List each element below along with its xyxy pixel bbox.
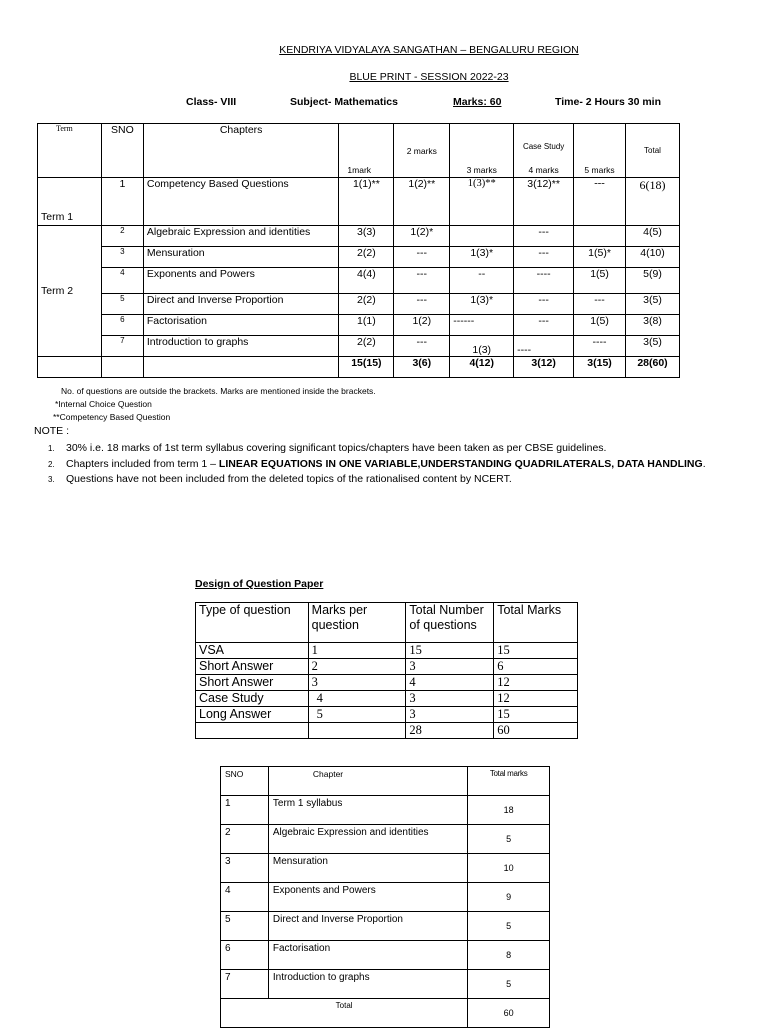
sno-cell: 4 [221,883,269,912]
marks-label: Marks: 60 [453,96,502,108]
m3-cell: -- [450,268,514,294]
m5-cell: 1(5) [574,315,626,336]
sno-cell: 3 [221,854,269,883]
m2-cell: 1(2)* [394,226,450,247]
marks-cell: 2 [308,659,406,675]
m2-cell: 1(2)** [394,178,450,226]
marks-cell: 5 [308,707,406,723]
table-row [221,970,550,999]
m5-cell: 1(5) [574,268,626,294]
m3-cell: 1(3)** [450,178,514,226]
total-row [221,999,550,1028]
m3-cell: ------ [450,315,514,336]
total-cell: 4(5) [626,226,680,247]
m3-cell [450,226,514,247]
type-cell: Short Answer [196,659,309,675]
case-study-header [514,124,574,178]
table-row [196,691,578,707]
chapter-cell: Factorisation [143,315,339,336]
chapter-cell: Exponents and Powers [143,268,339,294]
marks-cell: 8 [468,941,550,970]
sno-cell: 1 [221,796,269,825]
note-number: 3. [48,475,55,484]
chapter-cell: Algebraic Expression and identities [268,825,467,854]
chapter-cell: Direct and Inverse Proportion [143,294,339,315]
total-cell: 6 [494,659,578,675]
m1-cell: 3(3) [339,226,394,247]
marks-cell: 5 [468,825,550,854]
m2-total: 3(6) [394,357,450,378]
table-row [196,659,578,675]
total-cell: 6(18) [626,178,680,226]
sno-cell: 3 [101,247,143,268]
case-study-marks: 4 marks [528,165,559,175]
note-end: . [702,458,706,470]
chapter-cell: Term 1 syllabus [268,796,467,825]
total-cell: 3(5) [626,336,680,357]
type-cell: Case Study [196,691,309,707]
marks-cell: 9 [468,883,550,912]
chapter-cell: Exponents and Powers [268,883,467,912]
m2-cell: 1(2) [394,315,450,336]
blueprint-table [37,123,680,378]
chapter-cell: Algebraic Expression and identities [143,226,339,247]
table-row [38,315,680,336]
term2-cell: Term 2 [38,226,102,357]
table-row [38,226,680,247]
marks-cell: 4 [308,691,406,707]
note-number: 2. [48,460,55,469]
cs-total: 3(12) [514,357,574,378]
sno-cell: 2 [101,226,143,247]
table-row [38,178,680,226]
table-row [196,675,578,691]
m5-total: 3(15) [574,357,626,378]
table-row [221,796,550,825]
chapter-cell: Mensuration [268,854,467,883]
type-cell [196,723,309,739]
total-marks-header: Total marks [468,767,550,796]
table-row [38,268,680,294]
design-table [195,602,578,739]
note-item [48,473,512,485]
sno-cell: 4 [101,268,143,294]
sno-header: SNO [101,124,143,178]
note-text: Questions have not been included from the deleted topics of the rationalised content by NCERT. [66,473,512,485]
count-cell: 28 [406,723,494,739]
total-cell: 3(5) [626,294,680,315]
m3-cell: 1(3) [450,336,514,357]
m1-cell: 1(1) [339,315,394,336]
chapter-cell: Introduction to graphs [268,970,467,999]
chapter-cell: Competency Based Questions [143,178,339,226]
count-cell: 15 [406,643,494,659]
time-label: Time- 2 Hours 30 min [555,96,662,108]
m5-cell [574,226,626,247]
table-row [221,854,550,883]
totals-row [38,357,680,378]
chapter-cell: Direct and Inverse Proportion [268,912,467,941]
sno-header: SNO [221,767,269,796]
note-label: NOTE : [34,425,70,437]
sno-cell: 5 [221,912,269,941]
m2-cell: --- [394,268,450,294]
type-cell: Short Answer [196,675,309,691]
total-cell: 4(10) [626,247,680,268]
cs-cell: --- [514,294,574,315]
table-row [38,336,680,357]
m2-cell: --- [394,247,450,268]
design-header: Marks per question [308,603,406,643]
m1-cell: 4(4) [339,268,394,294]
note-text: Chapters included from term 1 – [66,458,219,470]
type-cell: Long Answer [196,707,309,723]
cs-cell: --- [514,247,574,268]
marks-cell: 1 [308,643,406,659]
org-title: KENDRIYA VIDYALAYA SANGATHAN – BENGALURU REGION [279,44,579,56]
design-title: Design of Question Paper [195,578,324,590]
term1-cell: Term 1 [38,178,102,226]
m1-total: 15(15) [339,357,394,378]
count-cell: 3 [406,659,494,675]
total-cell: 15 [494,707,578,723]
note-brackets: No. of questions are outside the brackets. Marks are mentioned inside the brackets. [61,386,376,396]
term-header: Term [38,124,102,178]
m1-cell: 2(2) [339,247,394,268]
m1-cell: 2(2) [339,294,394,315]
marks-cell: 5 [468,970,550,999]
table-row [196,643,578,659]
note-text: 30% i.e. 18 marks of 1st term syllabus covering significant topics/chapters have been taken as per CBSE guidelines. [66,442,607,454]
m2-cell: --- [394,336,450,357]
m2-header: 2 marks [394,124,450,178]
cs-cell: ---- [514,336,574,357]
sno-cell: 7 [101,336,143,357]
total-cell: 5(9) [626,268,680,294]
table-row [221,912,550,941]
total-cell: 12 [494,675,578,691]
sno-cell: 7 [221,970,269,999]
table-row [221,825,550,854]
m1-header: 1mark [339,124,394,178]
m5-cell: --- [574,178,626,226]
m3-cell: 1(3)* [450,294,514,315]
case-study-top: Case Study [522,142,565,151]
m1-cell: 2(2) [339,336,394,357]
m3-header: 3 marks [450,124,514,178]
chapter-cell: Mensuration [143,247,339,268]
note-internal-choice: *Internal Choice Question [55,399,152,409]
note-competency: **Competency Based Question [53,412,171,422]
count-cell: 3 [406,691,494,707]
m3-total: 4(12) [450,357,514,378]
chapters-header: Chapters [143,124,339,178]
total-value: 60 [468,999,550,1028]
chapter-header: Chapter [268,767,467,796]
marks-cell: 5 [468,912,550,941]
marks-cell: 3 [308,675,406,691]
total-label: Total [221,999,468,1028]
sno-cell: 6 [101,315,143,336]
note-number: 1. [48,444,55,453]
total-cell: 15 [494,643,578,659]
cs-cell: --- [514,315,574,336]
m2-cell: --- [394,294,450,315]
chapter-cell: Factorisation [268,941,467,970]
m1-cell: 1(1)** [339,178,394,226]
grand-total: 28(60) [626,357,680,378]
marks-cell: 18 [468,796,550,825]
note-item [48,458,706,470]
sno-cell: 6 [221,941,269,970]
class-label: Class- VIII [186,96,237,108]
note-chapters-bold: LINEAR EQUATIONS IN ONE VARIABLE,UNDERSTANDING QUADRILATERALS, DATA HANDLING [218,458,703,470]
m3-cell: 1(3)* [450,247,514,268]
count-cell: 4 [406,675,494,691]
table-row [221,941,550,970]
sno-cell: 1 [101,178,143,226]
total-cell: 3(8) [626,315,680,336]
type-cell: VSA [196,643,309,659]
table-row [196,723,578,739]
total-cell: 12 [494,691,578,707]
table-row [196,707,578,723]
table-row [38,247,680,268]
cs-cell: --- [514,226,574,247]
design-header: Total Marks [494,603,578,643]
total-header: Total [626,124,680,178]
sno-cell: 5 [101,294,143,315]
table-row [221,883,550,912]
design-header: Total Number of questions [406,603,494,643]
table-row [38,294,680,315]
sno-cell: 2 [221,825,269,854]
m5-header: 5 marks [574,124,626,178]
note-item [48,442,606,454]
chapter-marks-table [220,766,550,1028]
m5-cell: 1(5)* [574,247,626,268]
count-cell: 3 [406,707,494,723]
design-header: Type of question [196,603,309,643]
marks-cell: 10 [468,854,550,883]
marks-cell [308,723,406,739]
subject-label: Subject- Mathematics [290,96,398,108]
m5-cell: ---- [574,336,626,357]
cs-cell: ---- [514,268,574,294]
m5-cell: --- [574,294,626,315]
cs-cell: 3(12)** [514,178,574,226]
chapter-cell: Introduction to graphs [143,336,339,357]
session-title: BLUE PRINT - SESSION 2022-23 [349,71,509,83]
total-cell: 60 [494,723,578,739]
